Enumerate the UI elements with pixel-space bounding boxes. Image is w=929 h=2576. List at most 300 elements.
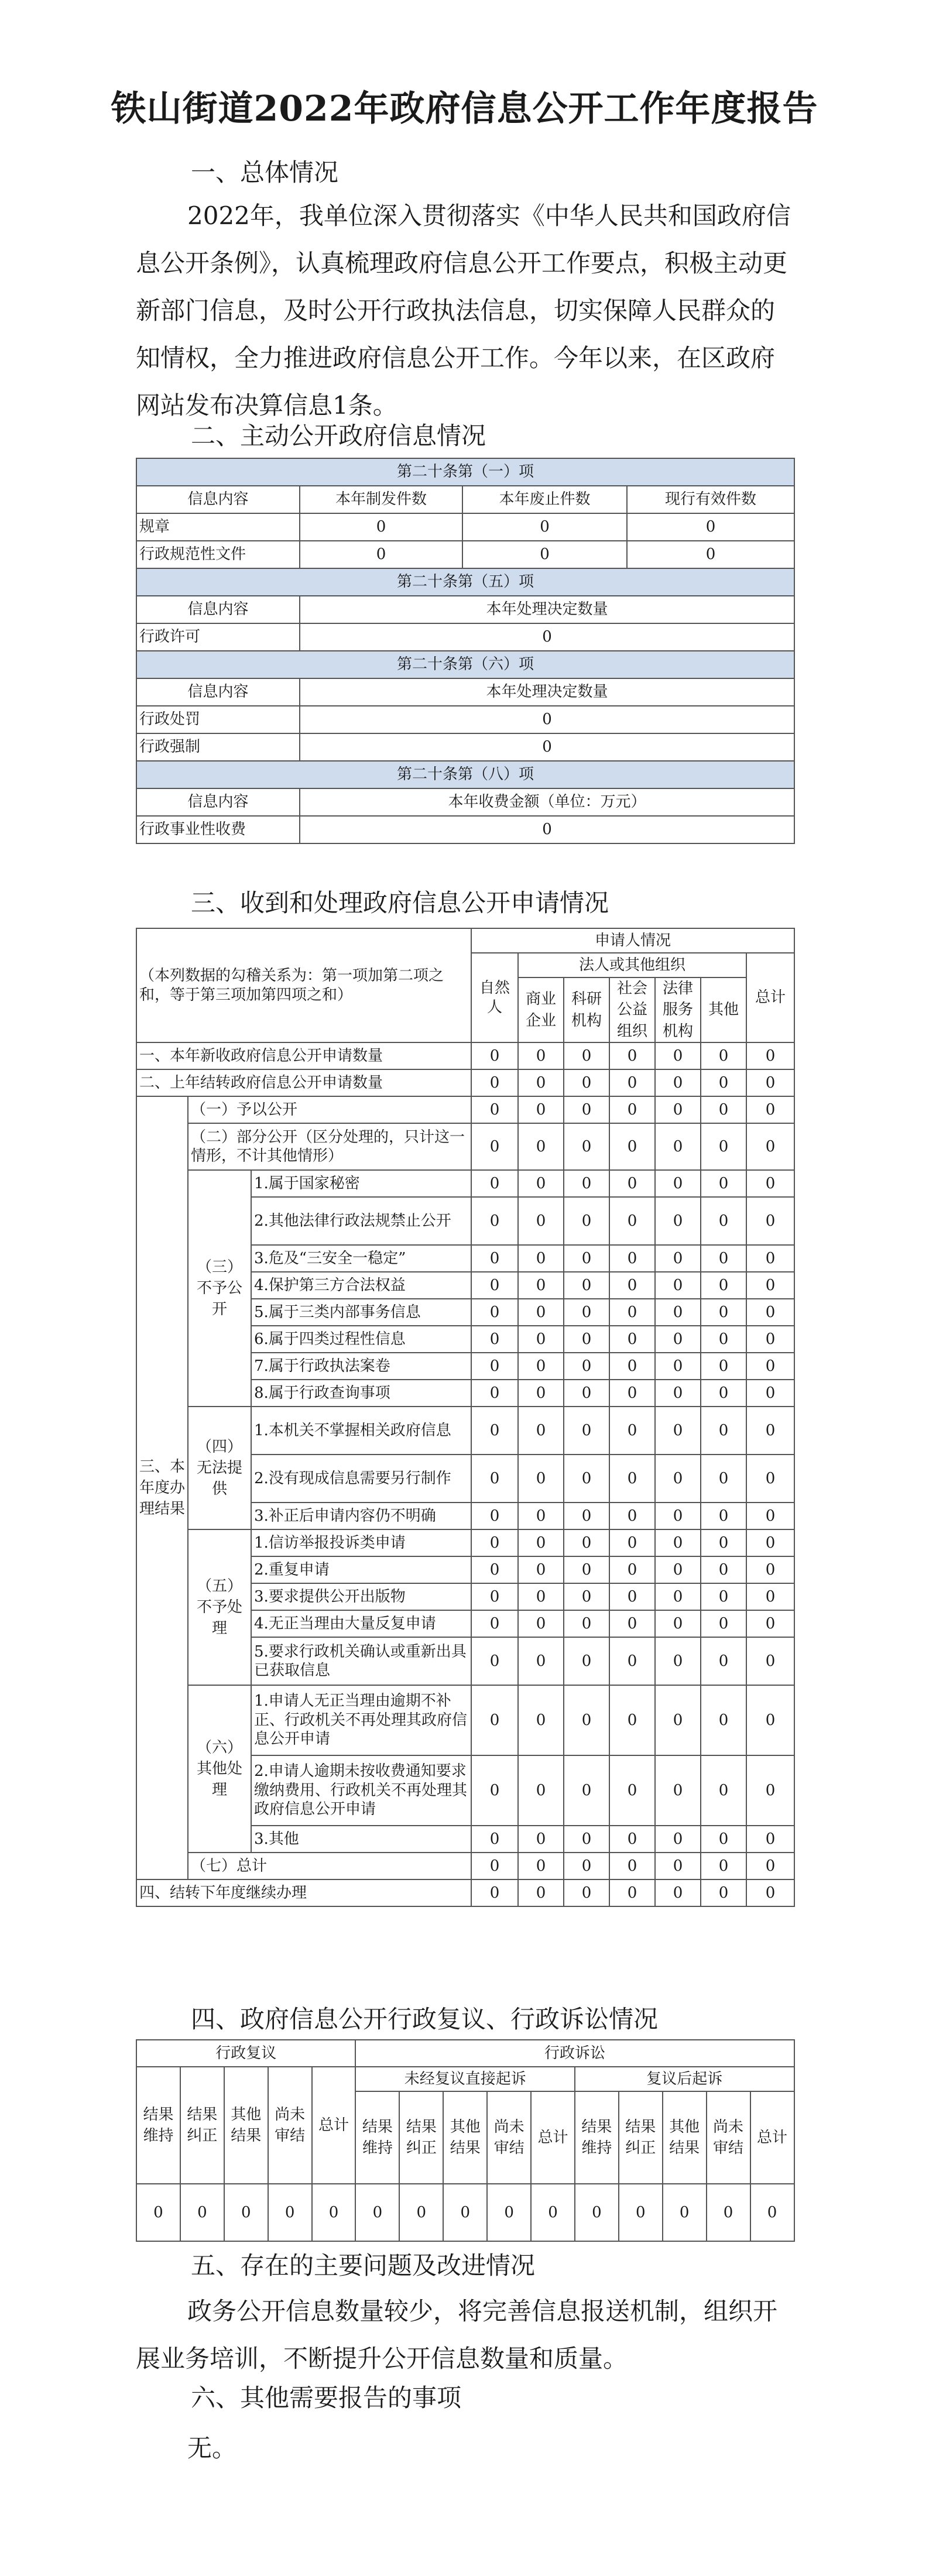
value-cell: 0 (564, 1353, 609, 1380)
section6-heading: 六、其他需要报告的事项 (191, 2383, 462, 2412)
row3-label: 三、本年度办理结果 (136, 1096, 188, 1879)
value-cell: 0 (746, 1123, 794, 1170)
value-cell: 0 (655, 1197, 701, 1245)
value-cell: 0 (655, 1069, 701, 1096)
value-cell: 0 (471, 1069, 518, 1096)
section3-heading: 三、收到和处理政府信息公开申请情况 (191, 889, 609, 917)
value-cell: 0 (609, 1326, 655, 1353)
table-row (136, 2184, 794, 2241)
value-cell: 0 (746, 1556, 794, 1583)
value-cell: 0 (471, 1272, 518, 1299)
col-header: 科研机构 (564, 977, 609, 1042)
value-cell: 0 (701, 1853, 746, 1879)
row-label: 行政事业性收费 (136, 816, 300, 843)
value-cell: 0 (564, 1853, 609, 1879)
row-label: 5.要求行政机关确认或重新出具已获取信息 (251, 1637, 471, 1685)
col-header: 结果纠正 (399, 2091, 443, 2184)
table-row (136, 1096, 794, 1123)
value-cell: 0 (300, 733, 794, 761)
value-cell: 0 (746, 1610, 794, 1637)
value-cell: 0 (655, 1610, 701, 1637)
value-cell: 0 (518, 1853, 564, 1879)
group-label: （四）无法提供 (188, 1407, 251, 1529)
col-header: 尚未审结 (707, 2091, 750, 2184)
value-cell: 0 (609, 1170, 655, 1197)
section2-heading: 二、主动公开政府信息情况 (191, 421, 486, 450)
value-cell: 0 (746, 1529, 794, 1556)
value-cell: 0 (471, 1197, 518, 1245)
value-cell: 0 (462, 541, 627, 568)
table-row (136, 1407, 794, 1455)
value-cell: 0 (746, 1326, 794, 1353)
value-cell: 0 (471, 1380, 518, 1407)
value-cell: 0 (564, 1610, 609, 1637)
value-cell: 0 (564, 1879, 609, 1906)
value-cell: 0 (518, 1197, 564, 1245)
value-cell: 0 (701, 1123, 746, 1170)
value-cell: 0 (701, 1755, 746, 1826)
direct-header: 未经复议直接起诉 (355, 2067, 574, 2091)
col-header: 自然人 (471, 953, 518, 1042)
value-cell: 0 (655, 1503, 701, 1529)
row-label: 行政处罚 (136, 706, 300, 733)
value-cell: 0 (471, 1610, 518, 1637)
block2-header: 本年处理决定数量 (300, 596, 794, 623)
value-cell: 0 (655, 1407, 701, 1455)
value-cell: 0 (609, 1583, 655, 1610)
value-cell: 0 (518, 1326, 564, 1353)
value-cell: 0 (564, 1069, 609, 1096)
value-cell: 0 (564, 1096, 609, 1123)
value-cell: 0 (701, 1197, 746, 1245)
value-cell: 0 (701, 1353, 746, 1380)
col-header: 结果维持 (575, 2091, 619, 2184)
row-label: （二）部分公开（区分处理的，只计这一情形，不计其他情形） (188, 1123, 471, 1170)
value-cell: 0 (701, 1299, 746, 1326)
value-cell: 0 (518, 1503, 564, 1529)
value-cell: 0 (471, 1529, 518, 1556)
section5-heading: 五、存在的主要问题及改进情况 (191, 2251, 536, 2280)
value-cell: 0 (655, 1042, 701, 1069)
value-cell: 0 (518, 1755, 564, 1826)
value-cell: 0 (746, 1685, 794, 1755)
value-cell: 0 (518, 1407, 564, 1455)
value-cell: 0 (518, 1299, 564, 1326)
value-cell: 0 (518, 1245, 564, 1272)
value-cell: 0 (746, 1380, 794, 1407)
applicant-header: 申请人情况 (471, 928, 794, 953)
row-label: 规章 (136, 513, 300, 541)
value-cell: 0 (564, 1826, 609, 1853)
value-cell: 0 (471, 1455, 518, 1503)
value-cell: 0 (609, 1380, 655, 1407)
value-cell: 0 (746, 1503, 794, 1529)
table-row (136, 1123, 794, 1170)
row-label: 2.没有现成信息需要另行制作 (251, 1455, 471, 1503)
group-label: （五）不予处理 (188, 1529, 251, 1685)
value-cell: 0 (471, 1583, 518, 1610)
row-label: 行政规范性文件 (136, 541, 300, 568)
value-cell: 0 (471, 1326, 518, 1353)
row-label: 3.补正后申请内容仍不明确 (251, 1503, 471, 1529)
value-cell: 0 (746, 1299, 794, 1326)
table-row (136, 1170, 794, 1197)
col-header: 商业企业 (518, 977, 564, 1042)
value-cell: 0 (746, 1755, 794, 1826)
value-cell: 0 (471, 1245, 518, 1272)
section6-paragraph: 无。 (187, 2434, 237, 2462)
value-cell: 0 (655, 1879, 701, 1906)
value-cell: 0 (487, 2184, 531, 2241)
value-cell: 0 (750, 2184, 794, 2241)
value-cell: 0 (746, 1879, 794, 1906)
value-cell: 0 (471, 1170, 518, 1197)
value-cell: 0 (655, 1380, 701, 1407)
row-label: 1.信访举报投诉类申请 (251, 1529, 471, 1556)
value-cell: 0 (564, 1529, 609, 1556)
value-cell: 0 (575, 2184, 619, 2241)
value-cell: 0 (564, 1407, 609, 1455)
row-label: 2.申请人逾期未按收费通知要求缴纳费用、行政机关不再处理其政府信息公开申请 (251, 1755, 471, 1826)
value-cell: 0 (564, 1042, 609, 1069)
value-cell: 0 (701, 1069, 746, 1096)
row-label: 1.属于国家秘密 (251, 1170, 471, 1197)
value-cell: 0 (609, 1299, 655, 1326)
value-cell: 0 (746, 1455, 794, 1503)
value-cell: 0 (655, 1685, 701, 1755)
value-cell: 0 (471, 1853, 518, 1879)
block1-header: 本年废止件数 (462, 486, 627, 513)
row-label: 7.属于行政执法案卷 (251, 1353, 471, 1380)
table-row (136, 1685, 794, 1755)
value-cell: 0 (471, 1353, 518, 1380)
col-header: 其他结果 (663, 2091, 707, 2184)
value-cell: 0 (701, 1610, 746, 1637)
value-cell: 0 (531, 2184, 575, 2241)
block3-header: 本年处理决定数量 (300, 678, 794, 706)
row-label: （七）总计 (188, 1853, 471, 1879)
value-cell: 0 (518, 1123, 564, 1170)
value-cell: 0 (518, 1096, 564, 1123)
value-cell: 0 (300, 816, 794, 843)
col-header: 结果维持 (136, 2067, 180, 2184)
value-cell: 0 (268, 2184, 312, 2241)
value-cell: 0 (564, 1299, 609, 1326)
value-cell: 0 (746, 1353, 794, 1380)
section1-paragraph: 2022年，我单位深入贯彻落实《中华人民共和国政府信息公开条例》，认真梳理政府信息公开工作要点，积极主动更新部门信息，及时公开行政执法信息，切实保障人民群众的知情权，全力推进政府信息公开工作。今年以来，在区政府网站发布决算信息1条。 (136, 201, 791, 420)
value-cell: 0 (746, 1170, 794, 1197)
value-cell: 0 (701, 1407, 746, 1455)
application-table (136, 928, 795, 1907)
value-cell: 0 (609, 1637, 655, 1685)
row-label: 2.重复申请 (251, 1556, 471, 1583)
row-label: 一、本年新收政府信息公开申请数量 (136, 1042, 471, 1069)
review-header: 行政复议 (136, 2040, 355, 2067)
group-label: （六）其他处理 (188, 1685, 251, 1853)
header-row (136, 2040, 794, 2067)
value-cell: 0 (701, 1042, 746, 1069)
value-cell: 0 (746, 1245, 794, 1272)
col-header: 总计 (746, 953, 794, 1042)
value-cell: 0 (746, 1583, 794, 1610)
value-cell: 0 (655, 1556, 701, 1583)
value-cell: 0 (655, 1583, 701, 1610)
value-cell: 0 (224, 2184, 268, 2241)
value-cell: 0 (609, 1272, 655, 1299)
value-cell: 0 (655, 1755, 701, 1826)
col-header: 结果纠正 (619, 2091, 663, 2184)
row-label: （一）予以公开 (188, 1096, 471, 1123)
value-cell: 0 (746, 1272, 794, 1299)
section4-heading: 四、政府信息公开行政复议、行政诉讼情况 (191, 2005, 659, 2033)
value-cell: 0 (518, 1455, 564, 1503)
value-cell: 0 (564, 1755, 609, 1826)
value-cell: 0 (701, 1583, 746, 1610)
value-cell: 0 (564, 1455, 609, 1503)
value-cell: 0 (609, 1610, 655, 1637)
value-cell: 0 (746, 1853, 794, 1879)
value-cell: 0 (518, 1879, 564, 1906)
value-cell: 0 (564, 1170, 609, 1197)
col-header: 总计 (312, 2067, 356, 2184)
col-header: 结果纠正 (180, 2067, 224, 2184)
value-cell: 0 (609, 1685, 655, 1755)
value-cell: 0 (701, 1272, 746, 1299)
value-cell: 0 (663, 2184, 707, 2241)
row-label: 3.其他 (251, 1826, 471, 1853)
table-row (136, 1042, 794, 1069)
col-header: 其他 (701, 977, 746, 1042)
col-header: 社会公益组织 (609, 977, 655, 1042)
value-cell: 0 (471, 1879, 518, 1906)
value-cell: 0 (518, 1826, 564, 1853)
block3-caption: 第二十条第（六）项 (136, 651, 794, 678)
value-cell: 0 (609, 1879, 655, 1906)
block4-header: 本年收费金额（单位：万元） (300, 788, 794, 816)
value-cell: 0 (701, 1170, 746, 1197)
value-cell: 0 (746, 1826, 794, 1853)
table-row (136, 1529, 794, 1556)
row-label: 1.申请人无正当理由逾期不补正、行政机关不再处理其政府信息公开申请 (251, 1685, 471, 1755)
value-cell: 0 (518, 1610, 564, 1637)
value-cell: 0 (564, 1583, 609, 1610)
value-cell: 0 (609, 1556, 655, 1583)
col-header: 总计 (750, 2091, 794, 2184)
value-cell: 0 (136, 2184, 180, 2241)
header-row (136, 928, 794, 953)
value-cell: 0 (609, 1853, 655, 1879)
value-cell: 0 (471, 1556, 518, 1583)
row-label: 行政许可 (136, 623, 300, 651)
col-header: 其他结果 (443, 2091, 487, 2184)
row-label: 2.其他法律行政法规禁止公开 (251, 1197, 471, 1245)
value-cell: 0 (619, 2184, 663, 2241)
value-cell: 0 (355, 2184, 399, 2241)
col-header: 法律服务机构 (655, 977, 701, 1042)
value-cell: 0 (471, 1755, 518, 1826)
value-cell: 0 (443, 2184, 487, 2241)
col-header: 总计 (531, 2091, 575, 2184)
row-label: 四、结转下年度继续办理 (136, 1879, 471, 1906)
review-litigation-table (136, 2039, 795, 2242)
col-header: 尚未审结 (487, 2091, 531, 2184)
value-cell: 0 (471, 1123, 518, 1170)
value-cell: 0 (312, 2184, 356, 2241)
value-cell: 0 (701, 1879, 746, 1906)
row-label: 3.危及“三安全一稳定” (251, 1245, 471, 1272)
value-cell: 0 (627, 541, 794, 568)
section1-heading: 一、总体情况 (191, 158, 339, 187)
row-label: 1.本机关不掌握相关政府信息 (251, 1407, 471, 1455)
value-cell: 0 (655, 1853, 701, 1879)
value-cell: 0 (609, 1042, 655, 1069)
value-cell: 0 (518, 1069, 564, 1096)
value-cell: 0 (701, 1826, 746, 1853)
value-cell: 0 (462, 513, 627, 541)
value-cell: 0 (746, 1096, 794, 1123)
value-cell: 0 (609, 1123, 655, 1170)
row-label: 4.无正当理由大量反复申请 (251, 1610, 471, 1637)
row-label: 行政强制 (136, 733, 300, 761)
block2-caption: 第二十条第（五）项 (136, 568, 794, 596)
value-cell: 0 (300, 706, 794, 733)
value-cell: 0 (471, 1299, 518, 1326)
value-cell: 0 (609, 1197, 655, 1245)
header-row (136, 2067, 794, 2091)
row-label: 8.属于行政查询事项 (251, 1380, 471, 1407)
value-cell: 0 (471, 1637, 518, 1685)
value-cell: 0 (609, 1826, 655, 1853)
value-cell: 0 (471, 1096, 518, 1123)
report-title: 铁山街道2022年政府信息公开工作年度报告 (111, 88, 818, 129)
value-cell: 0 (609, 1353, 655, 1380)
value-cell: 0 (564, 1556, 609, 1583)
value-cell: 0 (518, 1272, 564, 1299)
value-cell: 0 (746, 1407, 794, 1455)
value-cell: 0 (701, 1096, 746, 1123)
value-cell: 0 (655, 1529, 701, 1556)
value-cell: 0 (701, 1326, 746, 1353)
value-cell: 0 (655, 1826, 701, 1853)
value-cell: 0 (701, 1529, 746, 1556)
value-cell: 0 (746, 1197, 794, 1245)
value-cell: 0 (564, 1272, 609, 1299)
block3-header: 信息内容 (136, 678, 300, 706)
block4-caption: 第二十条第（八）项 (136, 761, 794, 788)
value-cell: 0 (609, 1755, 655, 1826)
value-cell: 0 (564, 1123, 609, 1170)
value-cell: 0 (471, 1685, 518, 1755)
row-label: 5.属于三类内部事务信息 (251, 1299, 471, 1326)
value-cell: 0 (471, 1407, 518, 1455)
active-disclosure-table (136, 458, 795, 844)
value-cell: 0 (655, 1272, 701, 1299)
value-cell: 0 (518, 1583, 564, 1610)
value-cell: 0 (655, 1123, 701, 1170)
table-row (136, 1879, 794, 1906)
value-cell: 0 (609, 1455, 655, 1503)
value-cell: 0 (518, 1529, 564, 1556)
value-cell: 0 (564, 1503, 609, 1529)
value-cell: 0 (564, 1637, 609, 1685)
block1-header: 现行有效件数 (627, 486, 794, 513)
block4-header: 信息内容 (136, 788, 300, 816)
value-cell: 0 (746, 1637, 794, 1685)
value-cell: 0 (518, 1042, 564, 1069)
value-cell: 0 (300, 513, 462, 541)
value-cell: 0 (655, 1245, 701, 1272)
table-note: （本列数据的勾稽关系为：第一项加第二项之和，等于第三项加第四项之和） (136, 928, 471, 1042)
value-cell: 0 (609, 1096, 655, 1123)
after-header: 复议后起诉 (575, 2067, 794, 2091)
value-cell: 0 (471, 1826, 518, 1853)
row-label: 3.要求提供公开出版物 (251, 1583, 471, 1610)
value-cell: 0 (471, 1503, 518, 1529)
value-cell: 0 (655, 1170, 701, 1197)
value-cell: 0 (609, 1069, 655, 1096)
value-cell: 0 (609, 1503, 655, 1529)
value-cell: 0 (399, 2184, 443, 2241)
row-label: 6.属于四类过程性信息 (251, 1326, 471, 1353)
col-header: 尚未审结 (268, 2067, 312, 2184)
value-cell: 0 (746, 1069, 794, 1096)
value-cell: 0 (518, 1685, 564, 1755)
value-cell: 0 (564, 1685, 609, 1755)
value-cell: 0 (471, 1042, 518, 1069)
litigation-header: 行政诉讼 (355, 2040, 794, 2067)
legal-header: 法人或其他组织 (518, 953, 746, 977)
value-cell: 0 (655, 1326, 701, 1353)
value-cell: 0 (564, 1326, 609, 1353)
section5-paragraph: 政务公开信息数量较少，将完善信息报送机制，组织开展业务培训，不断提升公开信息数量和质量。 (136, 2297, 778, 2373)
block1-caption: 第二十条第（一）项 (136, 458, 794, 486)
value-cell: 0 (300, 623, 794, 651)
value-cell: 0 (701, 1455, 746, 1503)
value-cell: 0 (609, 1245, 655, 1272)
value-cell: 0 (701, 1637, 746, 1685)
value-cell: 0 (609, 1407, 655, 1455)
block2-header: 信息内容 (136, 596, 300, 623)
block1-header: 信息内容 (136, 486, 300, 513)
table-row (136, 1069, 794, 1096)
row-label: 二、上年结转政府信息公开申请数量 (136, 1069, 471, 1096)
table-row (136, 1853, 794, 1879)
value-cell: 0 (564, 1380, 609, 1407)
row-label: 4.保护第三方合法权益 (251, 1272, 471, 1299)
value-cell: 0 (518, 1380, 564, 1407)
group-label: （三）不予公开 (188, 1170, 251, 1407)
value-cell: 0 (655, 1353, 701, 1380)
col-header: 结果维持 (355, 2091, 399, 2184)
value-cell: 0 (564, 1197, 609, 1245)
value-cell: 0 (701, 1685, 746, 1755)
value-cell: 0 (701, 1380, 746, 1407)
value-cell: 0 (609, 1529, 655, 1556)
value-cell: 0 (655, 1637, 701, 1685)
value-cell: 0 (518, 1556, 564, 1583)
value-cell: 0 (655, 1455, 701, 1503)
value-cell: 0 (707, 2184, 750, 2241)
value-cell: 0 (655, 1096, 701, 1123)
value-cell: 0 (564, 1245, 609, 1272)
value-cell: 0 (518, 1637, 564, 1685)
value-cell: 0 (655, 1299, 701, 1326)
value-cell: 0 (627, 513, 794, 541)
col-header: 其他结果 (224, 2067, 268, 2184)
value-cell: 0 (701, 1503, 746, 1529)
value-cell: 0 (701, 1556, 746, 1583)
value-cell: 0 (701, 1245, 746, 1272)
